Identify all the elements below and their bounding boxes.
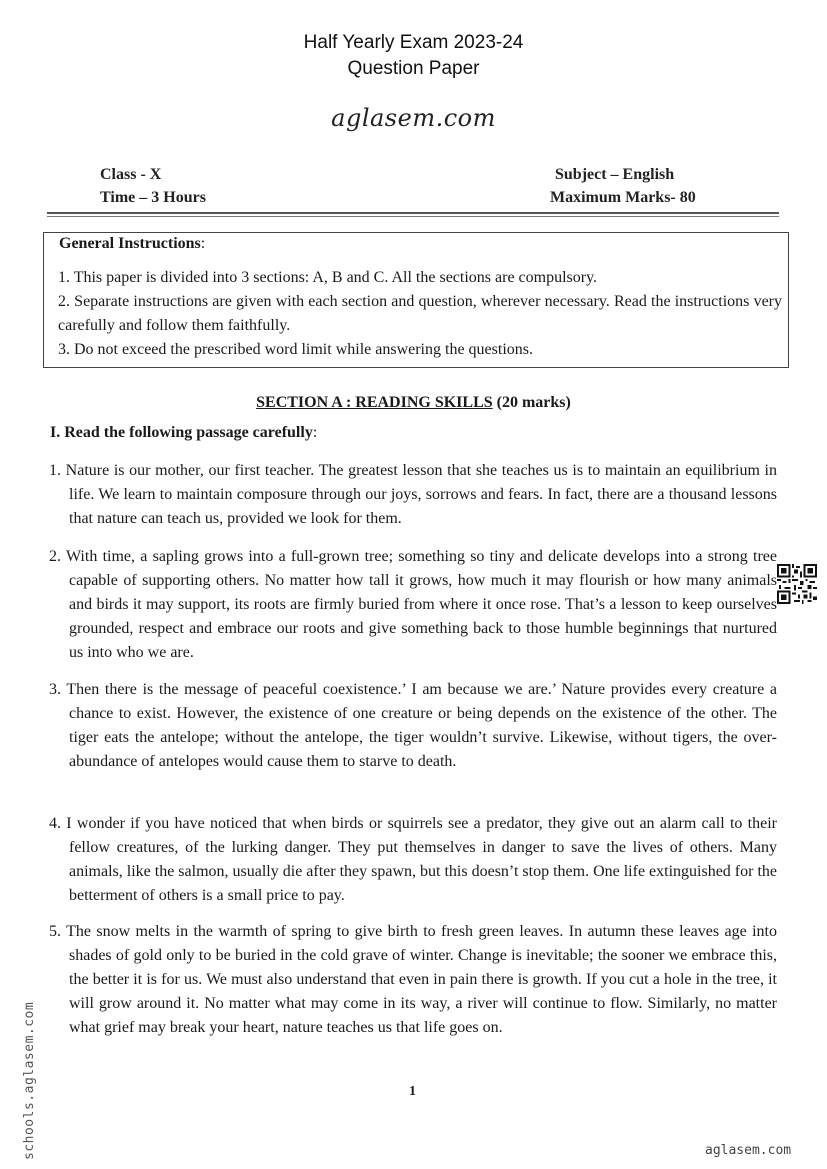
passage-paragraph-4: 4. I wonder if you have noticed that when birds or squirrels see a predator, they give out an alarm call to their fellow creatures, of the lurking danger. They put themselves in danger to save the lives of others. Many animals, like the salmon, usually die after they spawn, but this doesn’t stop them. One life extinguished for the betterment of others is a small price to pay. — [49, 815, 778, 904]
instructions-title-text: General Instructions — [59, 235, 201, 252]
header-divider — [47, 212, 779, 214]
section-title — [0, 394, 827, 412]
instruction-item: 1. This paper is divided into 3 sections: A, B and C. All the sections are compulsory. — [58, 269, 598, 286]
exam-title: Half Yearly Exam 2023-24 — [303, 32, 524, 53]
general-instructions-box — [43, 232, 789, 368]
passage-paragraph-3: 3. Then there is the message of peaceful coexistence.’ I am because we are.’ Nature provides every creature a chance to exist. However, the existence of one creature or being depends on the existence of the other. The tiger eats the antelope; without the antelope, the tiger wouldn’t survive. Likewise, without tigers, the over- abundance of antelopes would cause them to starve to death. — [49, 681, 777, 770]
passage-paragraph-2: 2. With time, a sapling grows into a full-grown tree; something so tiny and delicate develops into a strong tree capable of supporting others. No matter how tall it grows, how much it may flourish or how many animals and birds it may support, its roots are firmly buried from where it once rose. That’s a lesson to keep ourselves grounded, respect and embrace our roots and give something back to those humble beginnings that nurtured us into who we are. — [49, 548, 777, 661]
section-title-text: SECTION A : READING SKILLS — [256, 394, 493, 411]
passage-paragraph-1: 1. Nature is our mother, our first teacher. The greatest lesson that she teaches us is to maintain an equilibrium in life. We learn to maintain composure through our joys, sorrows and fears. In fact, there are a thousand lessons that nature can teach us, provided we look for them. — [49, 462, 777, 527]
passage-paragraph-5: 5. The snow melts in the warmth of spring to give birth to fresh green leaves. In autumn these leaves age into shades of gold only to be buried in the cold grave of winter. Change is inevitable; the sooner we embrace this, the better it is for us. We must also understand that even in pain there is growth. If you cut a hole in the tree, it will grow around it. No matter what may come in its way, a river will continue to flow. Similarly, no matter what grief may break your heart, nature teaches us that life goes on. — [49, 923, 777, 1036]
site-logo: aglasem.com — [331, 104, 496, 132]
section-marks: (20 marks) — [496, 394, 571, 411]
marks-label: Maximum Marks- 80 — [550, 189, 696, 206]
paper-subtitle: Question Paper — [347, 58, 480, 79]
question-heading-text: I. Read the following passage carefully — [50, 424, 313, 441]
bottom-watermark[interactable]: aglasem.com — [705, 1143, 792, 1158]
side-watermark: schools.aglasem.com — [22, 1001, 37, 1160]
instructions-title-colon: : — [200, 235, 206, 252]
qr-code-icon[interactable] — [777, 564, 817, 604]
question-heading-colon: : — [312, 424, 318, 441]
instruction-item: 2. Separate instructions are given with each section and question, wherever necessary. Read the instructions very carefully and follow them faithfully. — [58, 293, 782, 334]
header-divider-thin — [47, 216, 779, 217]
instruction-item: 3. Do not exceed the prescribed word limit while answering the questions. — [58, 341, 533, 358]
instructions-title — [59, 235, 205, 253]
subject-label: Subject – English — [555, 166, 675, 183]
page-number: 1 — [409, 1084, 416, 1099]
time-label: Time – 3 Hours — [100, 189, 206, 206]
question-heading — [50, 424, 317, 442]
class-label: Class - X — [100, 166, 162, 183]
